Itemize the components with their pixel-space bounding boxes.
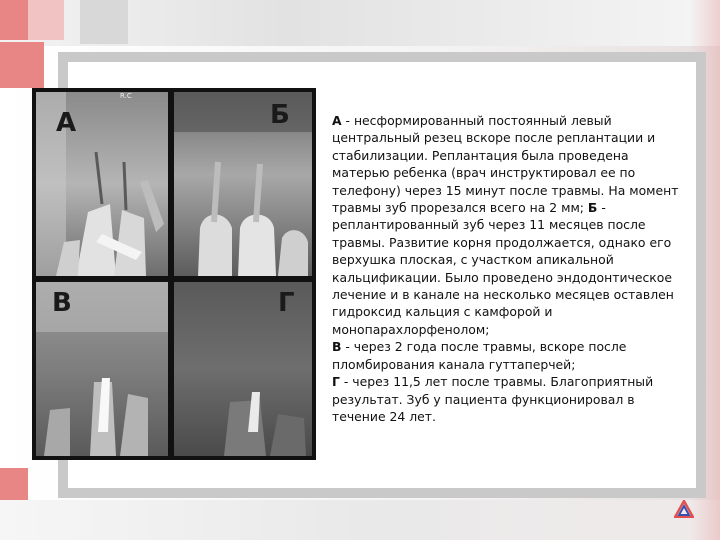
description-paragraph xyxy=(332,338,684,373)
description-item: - несформированный постоянный левый центральный резец вскоре после реплантации и стабилизации. Реплантация была проведена матерью ребенка (врач инструктировал ее по телефону) через 15 минут после травмы. На момент травмы зуб прорезался всего на 2 мм; xyxy=(332,113,679,216)
xray-photo-grid xyxy=(32,88,316,460)
decor-square xyxy=(0,0,28,40)
panel-letter: Г xyxy=(278,288,295,318)
description-item: - реплантированный зуб через 11 месяцев после травмы. Развитие корня продолжается, однако его верхушка плоская, с участком апикальной кальцификации. Было проведено эндодонтическое лечение и в канале на несколько месяцев оставлен гидроксид кальция с камфорой и монопарахлорфенолом; xyxy=(332,200,674,337)
panel-letter: В xyxy=(52,288,72,318)
decor-square xyxy=(0,42,44,88)
xray-panel-c xyxy=(36,282,168,456)
xray-panel-d xyxy=(174,282,312,456)
description-label: Б xyxy=(587,200,598,216)
triangle-logo-icon xyxy=(674,500,694,518)
description-item: - через 2 года после травмы, вскоре после пломбирования канала гуттаперчей; xyxy=(332,339,627,372)
xray-panel-b xyxy=(174,92,312,276)
bottom-band xyxy=(0,500,720,540)
description-item: - через 11,5 лет после травмы. Благоприятный результат. Зуб у пациента функционировал в течение 24 лет. xyxy=(332,374,654,424)
description-label: А xyxy=(332,113,342,128)
description-paragraph xyxy=(332,373,684,425)
panel-letter: Б xyxy=(270,100,290,130)
description-paragraph xyxy=(332,112,684,338)
decor-square xyxy=(28,0,64,40)
panel-letter: А xyxy=(56,108,77,138)
xray-marker-text: R.C xyxy=(120,92,132,100)
xray-panel-a xyxy=(36,92,168,276)
decor-square xyxy=(80,0,128,44)
description-label: Г xyxy=(332,374,340,390)
description-label: В xyxy=(332,339,342,355)
description-text xyxy=(332,112,684,425)
